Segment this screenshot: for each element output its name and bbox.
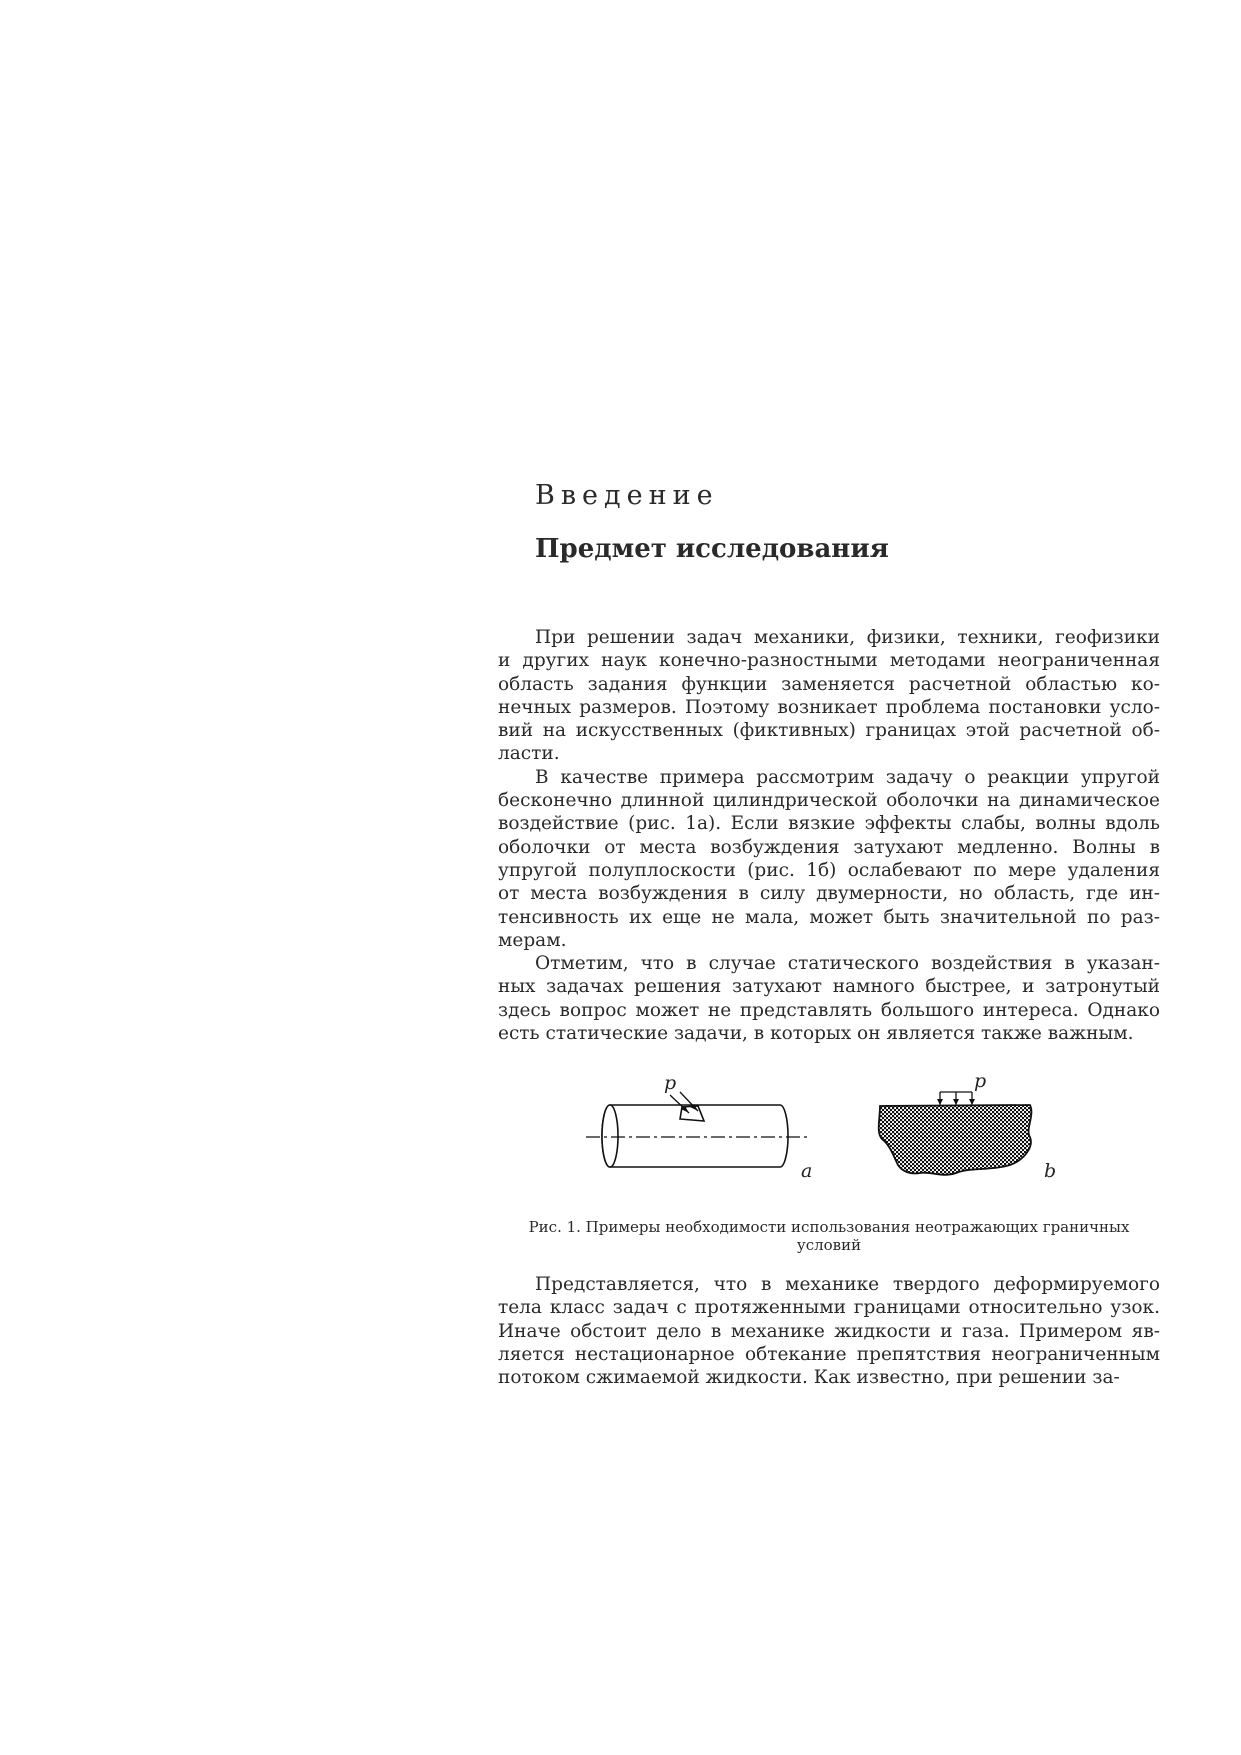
load-label-right: p <box>974 1070 987 1092</box>
panel-label-a: a <box>801 1160 813 1182</box>
text-line: Отметим, что в случае статического воздействия в указан- <box>535 953 1160 975</box>
text-line: потоком сжимаемой жидкости. Как известно, при решении за- <box>498 1367 1120 1389</box>
text-line: В качестве примера рассмотрим задачу о реакции упругой <box>535 766 1160 788</box>
text-line: вий на искусственных (фиктивных) границах этой расчетной об- <box>498 720 1160 742</box>
text-line: нечных размеров. Поэтому возникает проблема постановки усло- <box>498 696 1160 718</box>
text-line: ласти. <box>498 743 560 765</box>
cylinder-shell-drawing <box>586 1092 808 1167</box>
text-line: упругой полуплоскости (рис. 1б) ослабевают по мере удаления <box>498 859 1160 881</box>
text-line: ных задачах решения затухают намного быстрее, и затронутый <box>498 976 1160 998</box>
text-line: ляется нестационарное обтекание препятствия неограниченным <box>498 1343 1160 1365</box>
text-line: оболочки от места возбуждения затухают медленно. Волны в <box>498 836 1160 858</box>
figure-1 <box>580 1070 1060 1195</box>
text-line: тенсивность их еще не мала, может быть значительной по раз- <box>498 906 1160 928</box>
chapter-title: Введение <box>535 480 719 511</box>
section-title: Предмет исследования <box>535 534 889 564</box>
body-text-bottom <box>498 1273 1160 1389</box>
figure-1-drawing <box>580 1070 1060 1195</box>
text-line: бесконечно длинной цилиндрической оболочки на динамическое <box>498 790 1160 812</box>
text-line: тела класс задач с протяженными границами относительно узок. <box>498 1297 1160 1319</box>
text-line: область задания функции заменяется расчетной областью ко- <box>498 673 1160 695</box>
text-line: от места возбуждения в силу двумерности, но область, где ин- <box>498 883 1160 905</box>
text-line: мерам. <box>498 929 567 951</box>
text-line: Иначе обстоит дело в механике жидкости и газа. Примером яв- <box>498 1320 1160 1342</box>
text-line: При решении задач механики, физики, техники, геофизики <box>535 627 1160 648</box>
panel-label-b: b <box>1044 1160 1057 1182</box>
text-line: воздействие (рис. 1а). Если вязкие эффекты слабы, волны вдоль <box>498 813 1160 835</box>
body-text-top <box>498 626 1160 1045</box>
figure-caption: Рис. 1. Примеры необходимости использования неотражающих граничных условий <box>528 1218 1130 1254</box>
text-line: здесь вопрос может не представлять большого интереса. Однако <box>498 999 1160 1021</box>
text-line: Представляется, что в механике твердого деформируемого <box>535 1274 1160 1295</box>
half-plane-drawing <box>879 1092 1032 1175</box>
text-line: и других наук конечно-разностными методами неограниченная <box>498 650 1160 672</box>
load-label-left: p <box>664 1072 677 1094</box>
text-line: есть статические задачи, в которых он является также важным. <box>498 1023 1134 1045</box>
